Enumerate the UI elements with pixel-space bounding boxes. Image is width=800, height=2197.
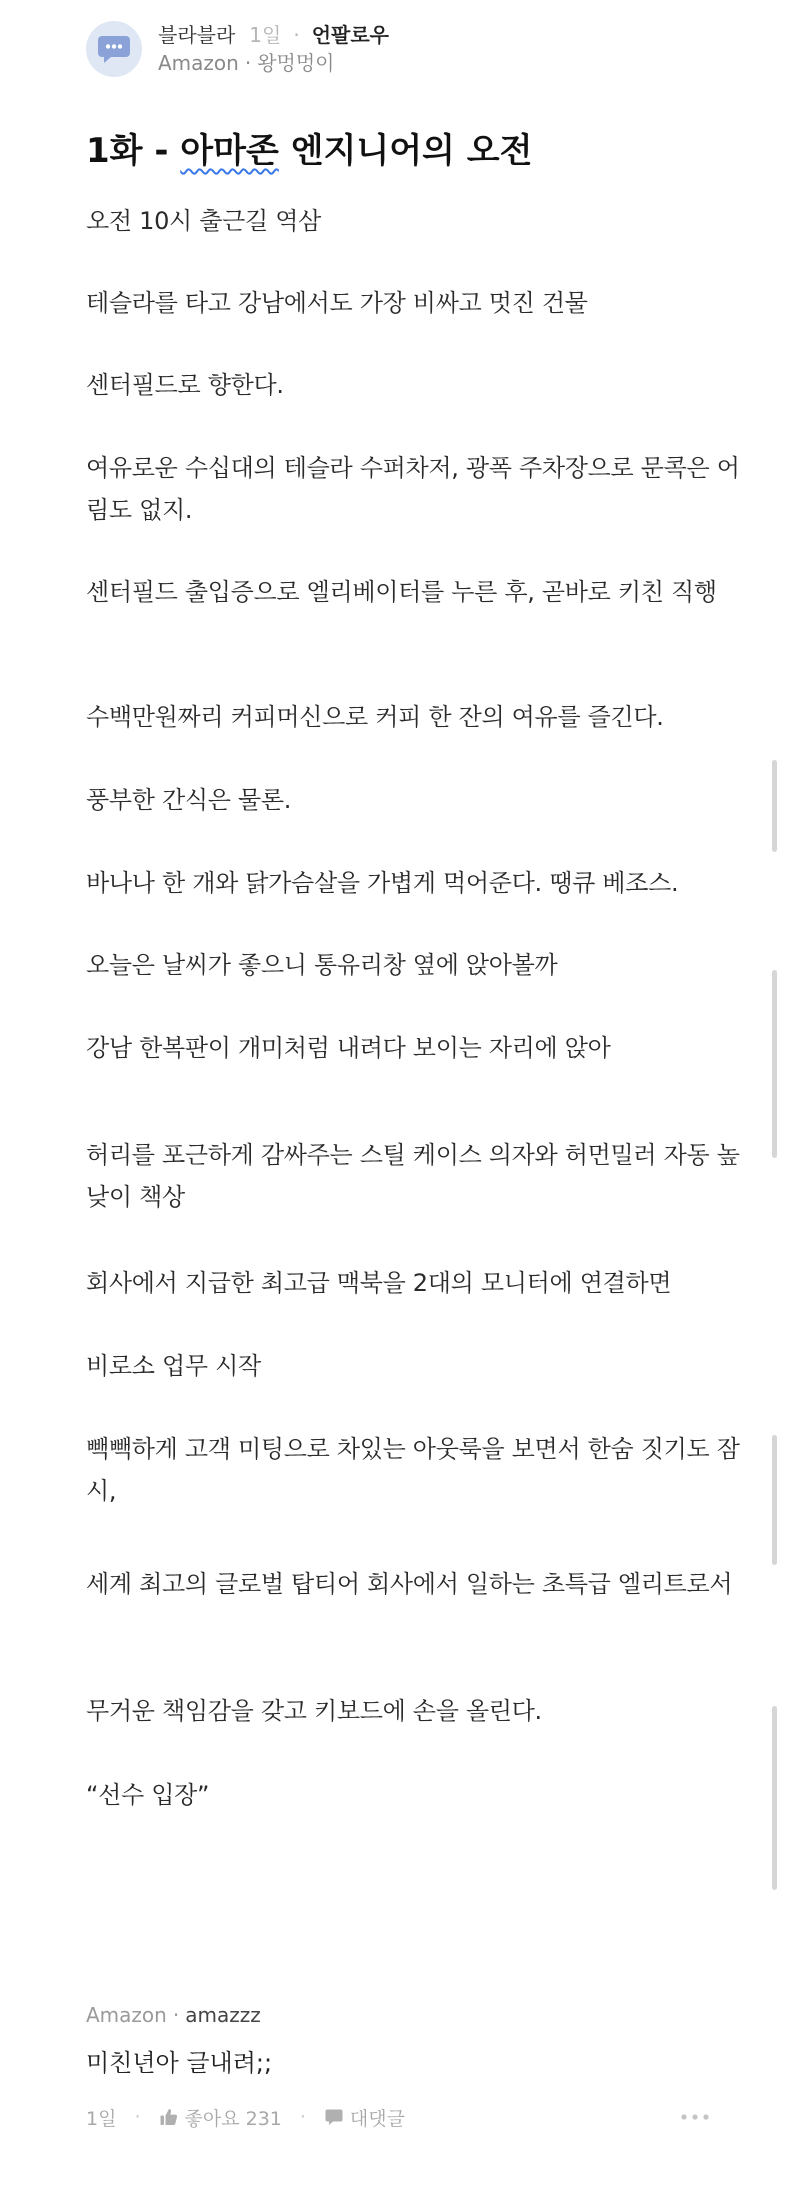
author-line	[158, 49, 389, 77]
meta-dot: ·	[172, 2003, 180, 2027]
post-paragraph: 센터필드 출입증으로 엘리베이터를 누른 후, 곧바로 키친 직행	[86, 578, 717, 606]
post-paragraph: 허리를 포근하게 감싸주는 스틸 케이스 의자와 허먼밀러 자동 높낮이 책상	[86, 1141, 740, 1211]
thumbs-up-icon	[159, 2107, 179, 2127]
comment-actions	[86, 2102, 746, 2132]
comment-company: Amazon	[86, 2003, 167, 2027]
comment-time: 1일	[86, 2107, 117, 2130]
author-avatar[interactable]	[86, 21, 142, 77]
scroll-indicator[interactable]	[772, 1435, 777, 1565]
post-paragraph: 비로소 업무 시작	[86, 1352, 261, 1380]
post-paragraph: 풍부한 간식은 물론.	[86, 786, 292, 814]
post-paragraph: 세계 최고의 글로벌 탑티어 회사에서 일하는 초특급 엘리트로서	[86, 1570, 733, 1598]
title-prefix: 1화 -	[86, 131, 181, 171]
comment-nickname[interactable]: amazzz	[185, 2003, 261, 2027]
post-title	[86, 124, 532, 178]
more-dots-icon	[680, 2113, 710, 2121]
author-company: Amazon	[158, 51, 239, 75]
chat-bubble-icon	[97, 34, 131, 64]
comment-icon	[324, 2107, 344, 2127]
post-paragraph: 무거운 책임감을 갖고 키보드에 손을 올린다.	[86, 1697, 542, 1725]
action-dot: ·	[134, 2106, 141, 2128]
post-paragraph: 오전 10시 출근길 역삼	[86, 207, 321, 235]
scroll-indicator[interactable]	[772, 1706, 777, 1890]
scroll-indicator[interactable]	[772, 760, 777, 852]
post-paragraph: 여유로운 수십대의 테슬라 수퍼차저, 광폭 주차장으로 문콕은 어림도 없지.	[86, 454, 740, 524]
post-time: 1일	[249, 23, 282, 47]
unfollow-button[interactable]: 언팔로우	[311, 23, 389, 47]
post-header	[86, 17, 389, 81]
post-paragraph: 센터필드로 향한다.	[86, 371, 284, 399]
comment-meta	[86, 2000, 261, 2030]
like-button[interactable]	[159, 2104, 282, 2131]
reply-label: 대댓글	[349, 2107, 405, 2130]
post-paragraph: 빽빽하게 고객 미팅으로 차있는 아웃룩을 보면서 한숨 짓기도 잠시,	[86, 1435, 740, 1505]
post-paragraph: 수백만원짜리 커피머신으로 커피 한 잔의 여유를 즐긴다.	[86, 703, 664, 731]
meta-dot: ·	[293, 23, 300, 47]
meta-top-row	[158, 21, 389, 49]
post-paragraph: 강남 한복판이 개미처럼 내려다 보이는 자리에 앉아	[86, 1034, 611, 1062]
reply-button[interactable]	[324, 2104, 405, 2131]
title-suffix: 엔지니어의 오전	[278, 131, 533, 171]
post-paragraph: 회사에서 지급한 최고급 맥북을 2대의 모니터에 연결하면	[86, 1269, 672, 1297]
post-paragraph: 바나나 한 개와 닭가슴살을 가볍게 먹어준다. 땡큐 베조스.	[86, 869, 679, 897]
post-paragraph: 테슬라를 타고 강남에서도 가장 비싸고 멋진 건물	[86, 289, 588, 317]
author-nickname[interactable]: 왕멍멍이	[257, 51, 335, 75]
like-label: 좋아요 231	[184, 2107, 282, 2130]
author-meta	[158, 21, 389, 77]
meta-dot: ·	[244, 51, 252, 75]
action-dot: ·	[299, 2106, 306, 2128]
board-name[interactable]: 블라블라	[158, 23, 236, 47]
comment-text: 미친년아 글내려;;	[86, 2049, 273, 2077]
more-options-button[interactable]	[680, 2113, 710, 2121]
post-paragraph: “선수 입장”	[86, 1781, 210, 1809]
scroll-indicator[interactable]	[772, 970, 777, 1158]
post-paragraph: 오늘은 날씨가 좋으니 통유리창 옆에 앉아볼까	[86, 951, 558, 979]
title-spellcheck-word: 아마존	[180, 131, 279, 171]
